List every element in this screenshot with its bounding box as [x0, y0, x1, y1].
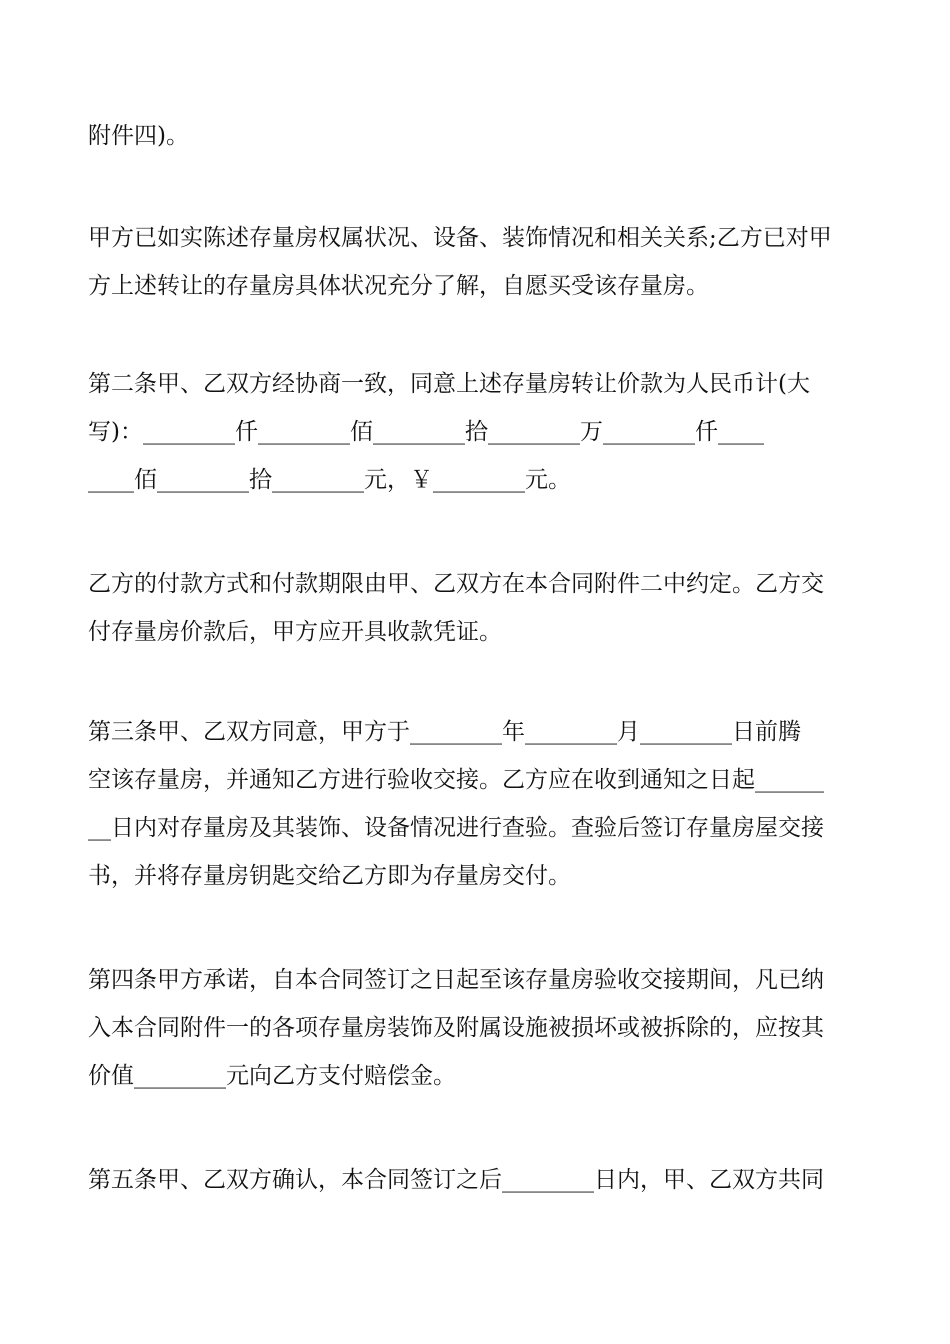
text-line: 第五条甲、乙双方确认，本合同签订之后________日内，甲、乙双方共同	[88, 1167, 824, 1193]
paragraph-article-five	[88, 1156, 864, 1204]
text-line: 第四条甲方承诺，自本合同签订之日起至该存量房验收交接期间，凡已纳	[88, 967, 824, 993]
paragraph-article-two-price	[88, 360, 864, 504]
text-line: 方上述转让的存量房具体状况充分了解，自愿买受该存量房。	[88, 273, 709, 299]
text-line: 附件四)。	[88, 123, 189, 149]
text-line: 入本合同附件一的各项存量房装饰及附属设施被损坏或被拆除的，应按其	[88, 1015, 824, 1041]
text-line: ____佰________拾________元，￥________元。	[88, 467, 571, 493]
text-line: 第二条甲、乙双方经协商一致，同意上述存量房转让价款为人民币计(大	[88, 371, 810, 397]
text-line: 价值________元向乙方支付赔偿金。	[88, 1063, 456, 1089]
paragraph-seller-statement	[88, 214, 864, 310]
text-line: 付存量房价款后，甲方应开具收款凭证。	[88, 619, 502, 645]
paragraph-article-four-compensation	[88, 956, 864, 1100]
text-line: __日内对存量房及其装饰、设备情况进行查验。查验后签订存量房屋交接	[88, 815, 824, 841]
paragraph-attachment-four-end	[88, 112, 864, 160]
text-line: 写)：________仟________佰________拾________万________仟____	[88, 419, 764, 445]
text-line: 空该存量房，并通知乙方进行验收交接。乙方应在收到通知之日起______	[88, 767, 824, 793]
text-line: 乙方的付款方式和付款期限由甲、乙双方在本合同附件二中约定。乙方交	[88, 571, 824, 597]
paragraph-payment-terms	[88, 560, 864, 656]
paragraph-article-three-handover	[88, 708, 864, 900]
text-line: 第三条甲、乙双方同意，甲方于________年________月________日前腾	[88, 719, 801, 745]
text-line: 甲方已如实陈述存量房权属状况、设备、装饰情况和相关关系;乙方已对甲	[88, 225, 832, 251]
text-line: 书，并将存量房钥匙交给乙方即为存量房交付。	[88, 863, 571, 889]
